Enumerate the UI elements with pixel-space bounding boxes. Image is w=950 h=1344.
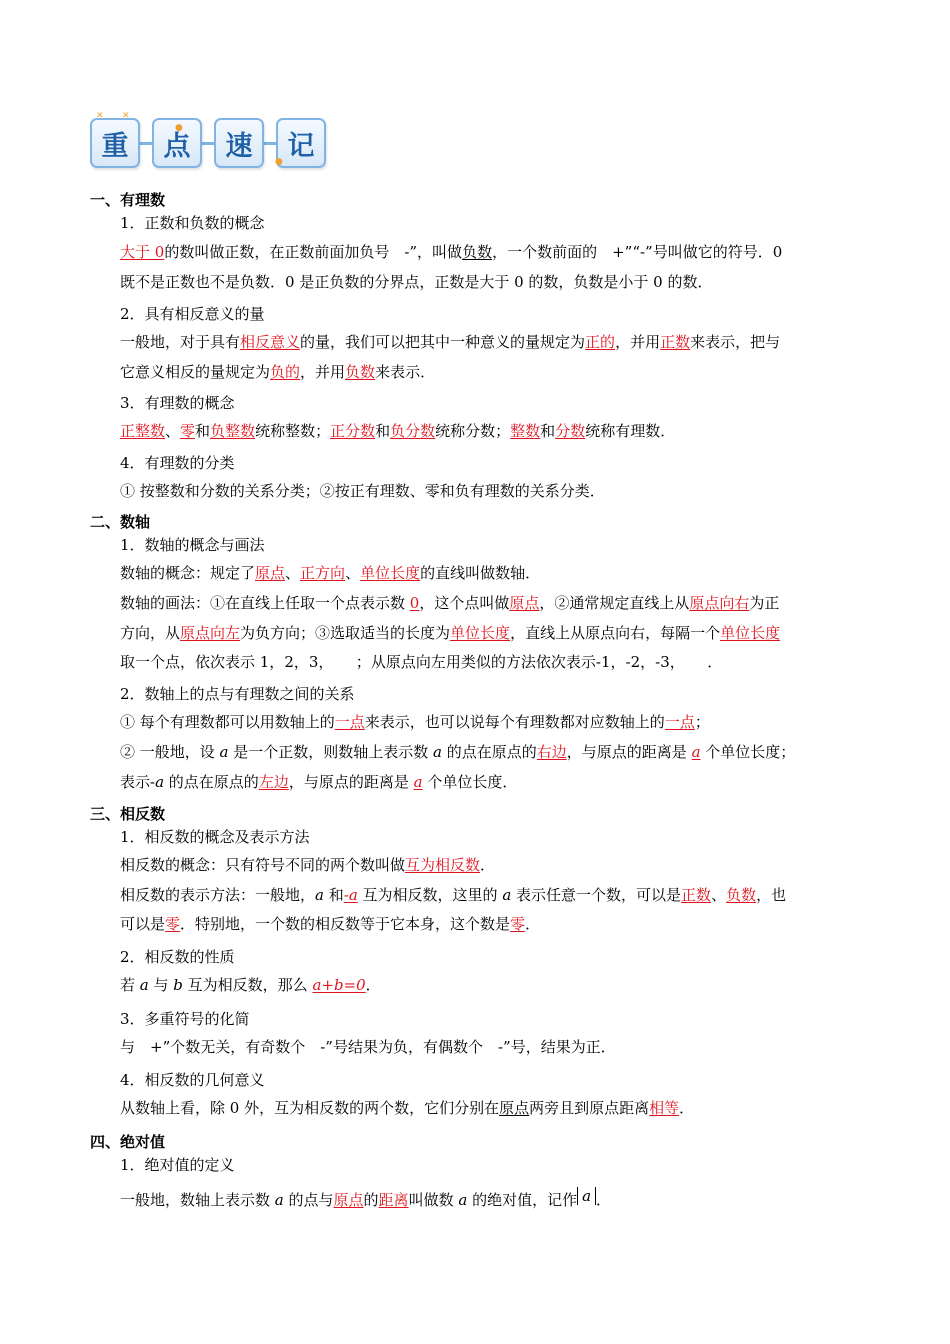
subheading: 1．绝对值的定义: [120, 1156, 235, 1174]
paragraph-line: ① 每个有理数都可以用数轴上的一点来表示，也可以说每个有理数都对应数轴上的一点；: [120, 713, 710, 731]
subheading: 2．具有相反意义的量: [120, 305, 265, 323]
paragraph-line: 数轴的画法：①在直线上任取一个点表示数 0，这个点叫做原点，②通常规定直线上从原点向右为正: [120, 594, 780, 612]
section-heading: 四、绝对值: [90, 1133, 166, 1151]
subheading: 3．多重符号的化简: [120, 1010, 250, 1028]
paragraph-line: 相反数的表示方法：一般地，a 和-a 互为相反数，这里的 a 表示任意一个数，可以是正数、负数，也: [120, 886, 787, 904]
sparkle-icon: ✕: [96, 111, 104, 121]
subheading: 1．相反数的概念及表示方法: [120, 828, 310, 846]
paragraph-line: 取一个点，依次表示 1，2，3， ；从原点向左用类似的方法依次表示-1，-2，-3， ．: [120, 653, 723, 671]
paragraph-line: 大于 0的数叫做正数，在正数前面加负号 -”，叫做负数，一个数前面的 +”“-”号叫做它的符号．0: [120, 243, 783, 261]
subheading: 4．有理数的分类: [120, 454, 235, 472]
paragraph-line: 方向，从原点向左为负方向；③选取适当的长度为单位长度，直线上从原点向右，每隔一个单位长度: [120, 624, 781, 642]
badge-connector: [140, 142, 152, 145]
paragraph-line: 数轴的概念：规定了原点、正方向、单位长度的直线叫做数轴．: [120, 564, 541, 582]
paragraph-line: 一般地，对于具有相反意义的量，我们可以把其中一种意义的量规定为正的，并用正数来表示，把与: [120, 333, 781, 351]
paragraph-line: 与 +”个数无关，有奇数个 -”号结果为负，有偶数个 -”号，结果为正．: [120, 1038, 616, 1056]
paragraph-line: 它意义相反的量规定为负的，并用负数来表示．: [120, 363, 436, 381]
subheading: 2．相反数的性质: [120, 948, 235, 966]
section-heading: 二、数轴: [90, 513, 151, 531]
paragraph-line: 可以是零．特别地，一个数的相反数等于它本身，这个数是零．: [120, 915, 541, 933]
badge-char: 重: [90, 118, 140, 168]
subheading: 1．正数和负数的概念: [120, 214, 265, 232]
section-badge: [90, 118, 326, 168]
subheading: 2．数轴上的点与有理数之间的关系: [120, 685, 355, 703]
badge-connector: [264, 142, 276, 145]
badge-connector: [202, 142, 214, 145]
subheading: 3．有理数的概念: [120, 394, 235, 412]
paragraph-line: 既不是正数也不是负数．0 是正负数的分界点，正数是大于 0 的数，负数是小于 0 的数．: [120, 273, 713, 291]
paragraph-line: 若 a 与 b 互为相反数，那么 a+b=0．: [120, 976, 381, 994]
paragraph-line: ② 一般地，设 a 是一个正数，则数轴上表示数 a 的点在原点的右边，与原点的距离是 a 个单位长度；: [120, 743, 796, 761]
badge-char: 速: [214, 118, 264, 168]
paragraph-line: 相反数的概念：只有符号不同的两个数叫做互为相反数．: [120, 856, 496, 874]
section-heading: 一、有理数: [90, 191, 166, 209]
section-heading: 三、相反数: [90, 805, 166, 823]
paragraph-line: 一般地，数轴上表示数 a 的点与原点的距离叫做数 a 的绝对值，记作 a ．: [120, 1187, 612, 1209]
subheading: 1．数轴的概念与画法: [120, 536, 265, 554]
sparkle-icon: ●: [175, 123, 183, 133]
paragraph-line: 从数轴上看，除 0 外，互为相反数的两个数，它们分别在原点两旁且到原点距离相等．: [120, 1099, 695, 1117]
sparkle-icon: ●: [275, 157, 283, 167]
badge-char: 点: [152, 118, 202, 168]
sparkle-icon: ✕: [122, 111, 130, 121]
paragraph-line: 正整数、零和负整数统称整数；正分数和负分数统称分数；整数和分数统称有理数．: [120, 422, 676, 440]
absolute-value-notation: a: [577, 1187, 596, 1205]
paragraph-line: 表示-a 的点在原点的左边，与原点的距离是 a 个单位长度．: [120, 773, 518, 791]
subheading: 4．相反数的几何意义: [120, 1071, 265, 1089]
badge-char: 记: [276, 118, 326, 168]
paragraph-line: ① 按整数和分数的关系分类；②按正有理数、零和负有理数的关系分类．: [120, 482, 605, 500]
